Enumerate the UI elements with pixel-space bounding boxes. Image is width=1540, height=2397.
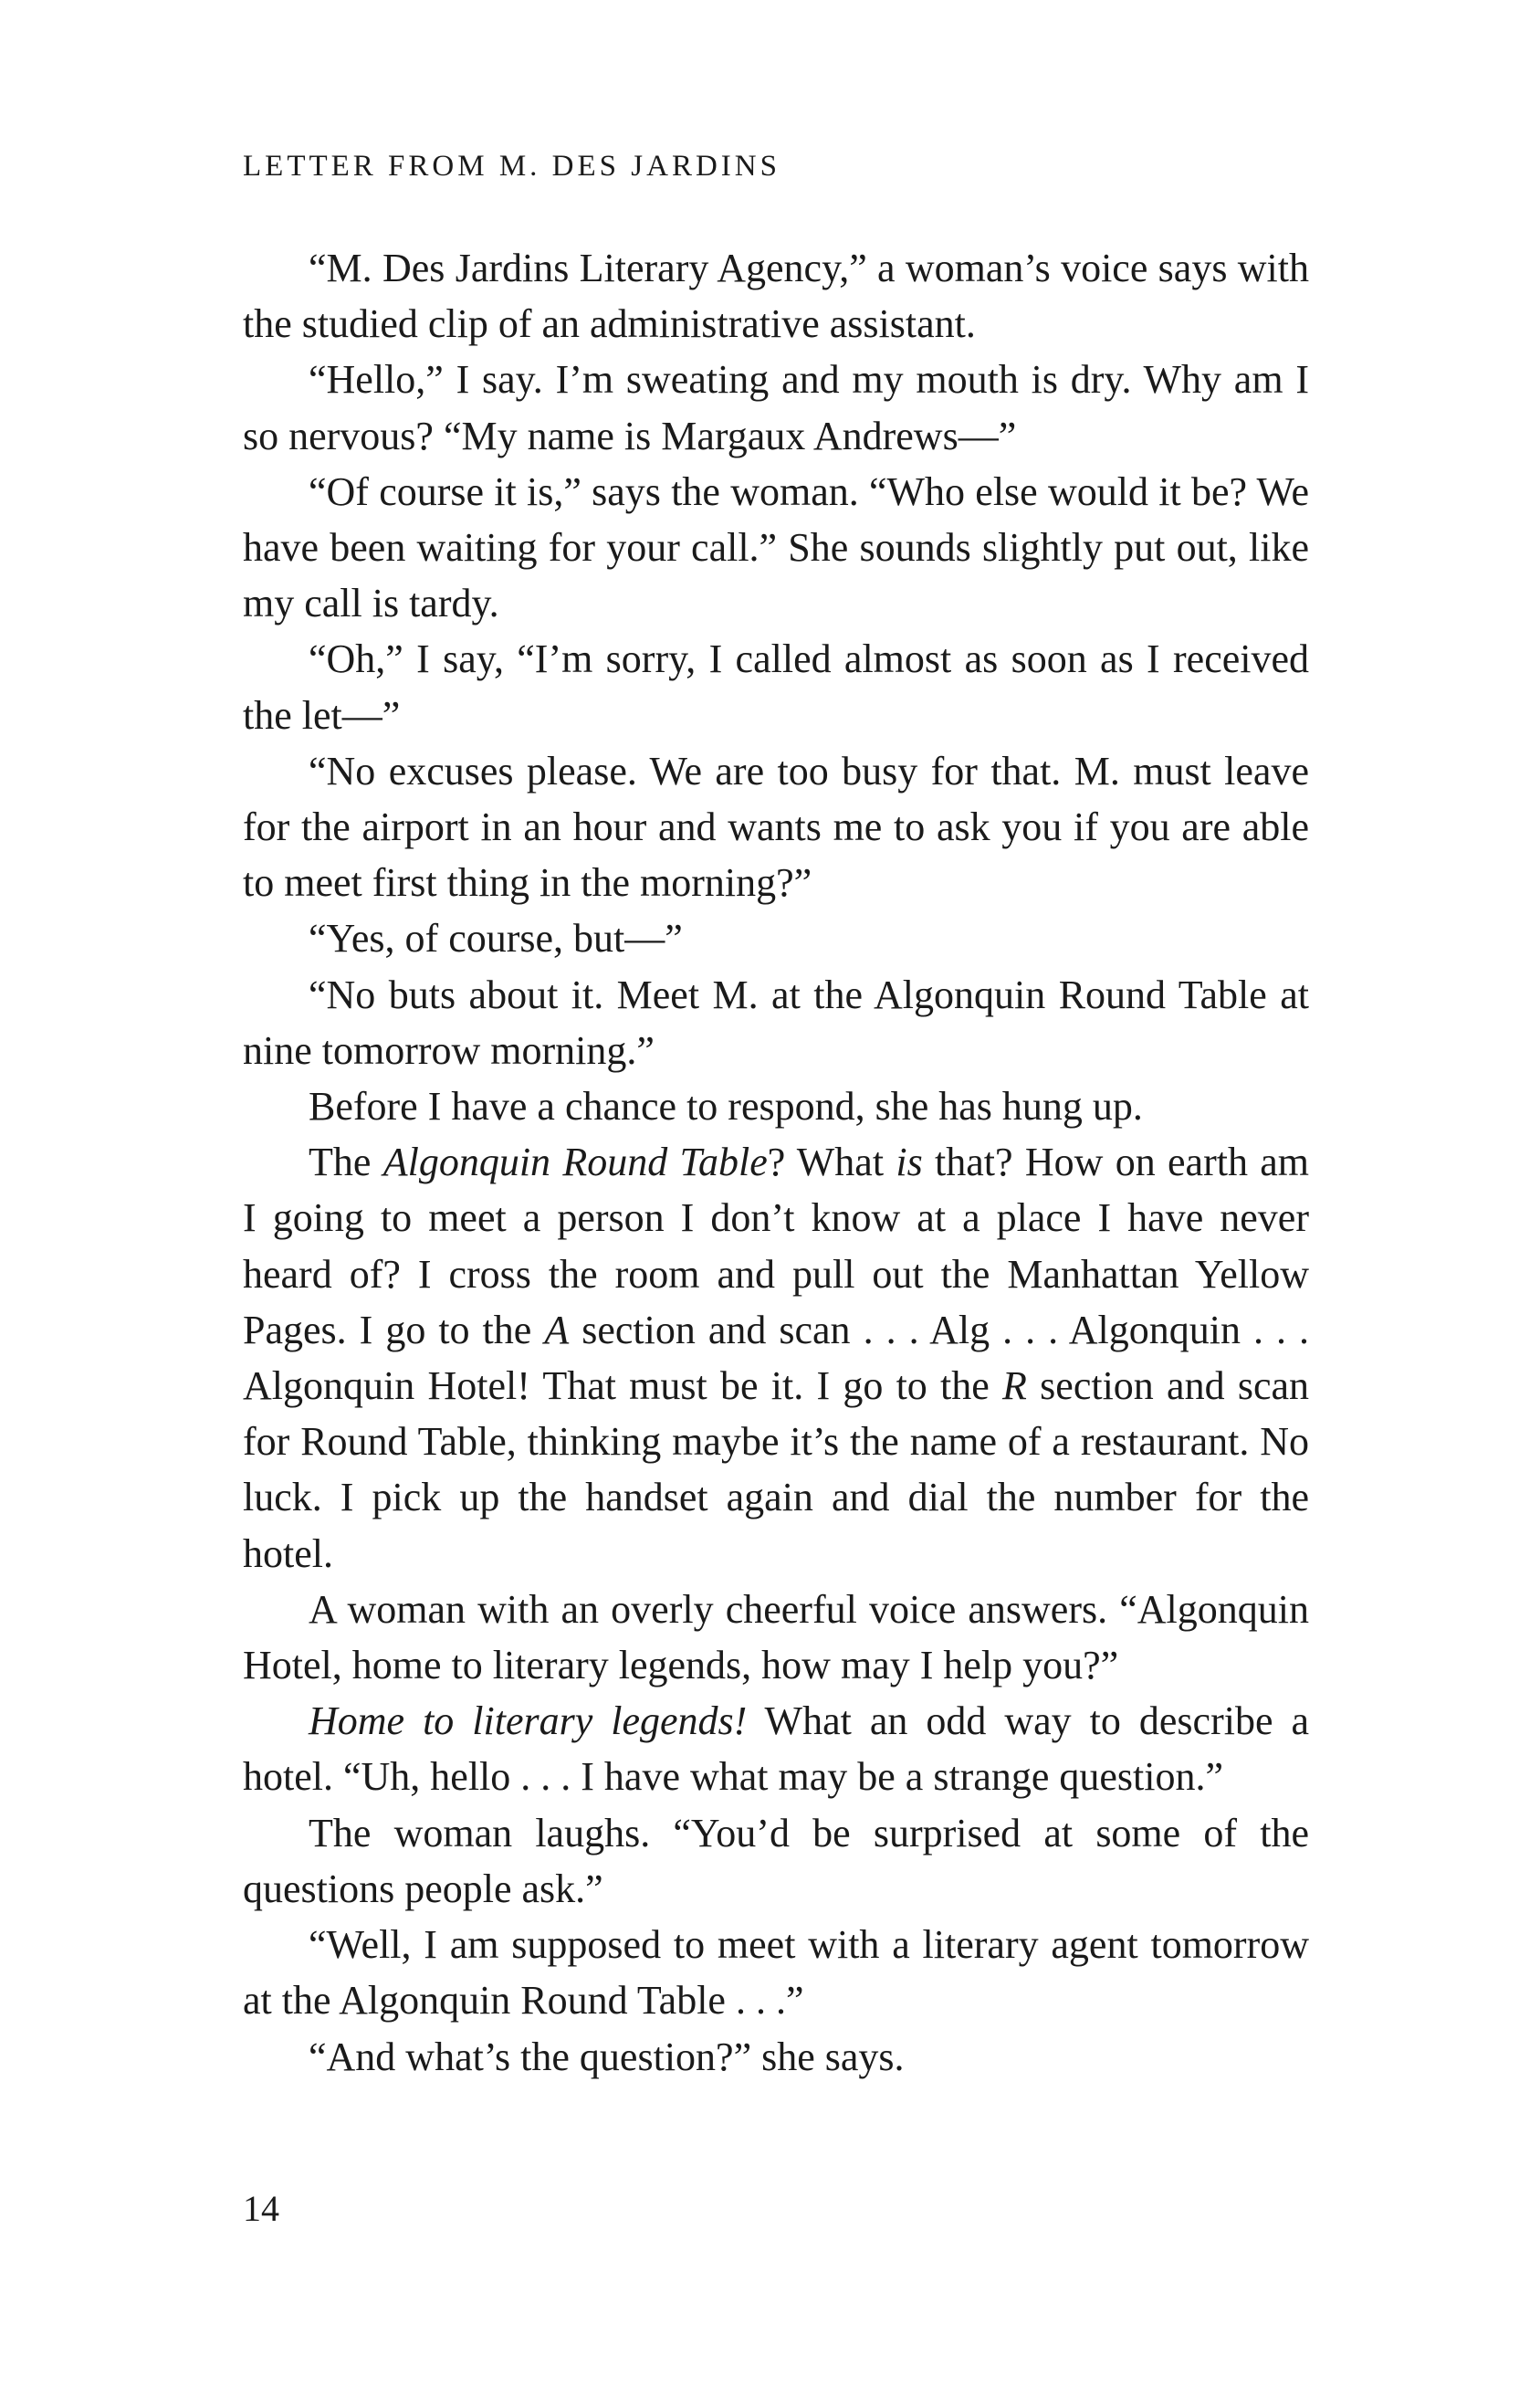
paragraph bbox=[243, 464, 1309, 632]
text-run: section and scan for Round Table, thinking maybe it’s the name of a restaurant. No luck. I pick up the handset again and dial the number for the hotel. bbox=[243, 1363, 1309, 1576]
italic-text: A bbox=[544, 1307, 570, 1352]
page-number: 14 bbox=[243, 2188, 279, 2229]
text-run: “Yes, of course, but—” bbox=[309, 916, 683, 962]
text-run: ? What bbox=[767, 1140, 896, 1185]
body-text bbox=[243, 240, 1309, 2085]
text-run: Before I have a chance to respond, she has hung up. bbox=[309, 1084, 1143, 1130]
text-run: A woman with an overly cheerful voice answers. “Algonquin Hotel, home to literary legends, how may I help you?” bbox=[243, 1586, 1309, 1688]
paragraph bbox=[243, 1582, 1309, 1693]
paragraph bbox=[243, 631, 1309, 742]
paragraph bbox=[243, 2029, 1309, 2085]
text-run: “No excuses please. We are too busy for that. M. must leave for the airport in an hour and wants me to ask you if you are able to meet first thing in the morning?” bbox=[243, 748, 1309, 906]
text-run: The woman laughs. “You’d be surprised at some of the questions people ask.” bbox=[243, 1810, 1309, 1911]
paragraph bbox=[243, 1917, 1309, 2028]
text-run: section and scan . . . Alg . . . Algonquin . . . Algonquin Hotel! That must be it. I go to the bbox=[243, 1307, 1309, 1409]
text-run: “No buts about it. Meet M. at the Algonquin Round Table at nine tomorrow morning.” bbox=[243, 972, 1309, 1073]
running-head: LETTER FROM M. DES JARDINS bbox=[243, 150, 780, 183]
italic-text: Home to literary legends! bbox=[309, 1698, 748, 1744]
paragraph bbox=[243, 910, 1309, 966]
paragraph bbox=[243, 743, 1309, 911]
paragraph bbox=[243, 1693, 1309, 1804]
text-run: “Hello,” I say. I’m sweating and my mouth is dry. Why am I so nervous? “My name is Margaux Andrews—” bbox=[243, 357, 1309, 458]
text-run: “Well, I am supposed to meet with a literary agent tomorrow at the Algonquin Round Table . . .” bbox=[243, 1922, 1309, 2024]
italic-text: is bbox=[896, 1140, 923, 1185]
text-run: “And what’s the question?” she says. bbox=[309, 2034, 905, 2079]
text-run: that? How on earth am I going to meet a person I don’t know at a place I have never heard of? I cross the room and pull out the Manhattan Yellow Pages. I go to the bbox=[243, 1140, 1310, 1352]
text-run: “Oh,” I say, “I’m sorry, I called almost as soon as I received the let—” bbox=[243, 636, 1309, 738]
italic-text: Algonquin Round Table bbox=[382, 1140, 768, 1185]
paragraph bbox=[243, 1805, 1309, 1917]
paragraph bbox=[243, 967, 1309, 1078]
text-run: “Of course it is,” says the woman. “Who else would it be? We have been waiting for your call.” She sounds slightly put out, like my call is tardy. bbox=[243, 468, 1309, 626]
paragraph bbox=[243, 240, 1309, 352]
paragraph bbox=[243, 1078, 1309, 1134]
text-run: What an odd way to describe a hotel. “Uh, hello . . . I have what may be a strange question.” bbox=[243, 1698, 1309, 1800]
text-run: “M. Des Jardins Literary Agency,” a woman’s voice says with the studied clip of an administrative assistant. bbox=[243, 246, 1309, 347]
paragraph bbox=[243, 1134, 1309, 1582]
paragraph bbox=[243, 352, 1309, 463]
italic-text: R bbox=[1002, 1363, 1027, 1409]
text-run: The bbox=[309, 1140, 383, 1185]
